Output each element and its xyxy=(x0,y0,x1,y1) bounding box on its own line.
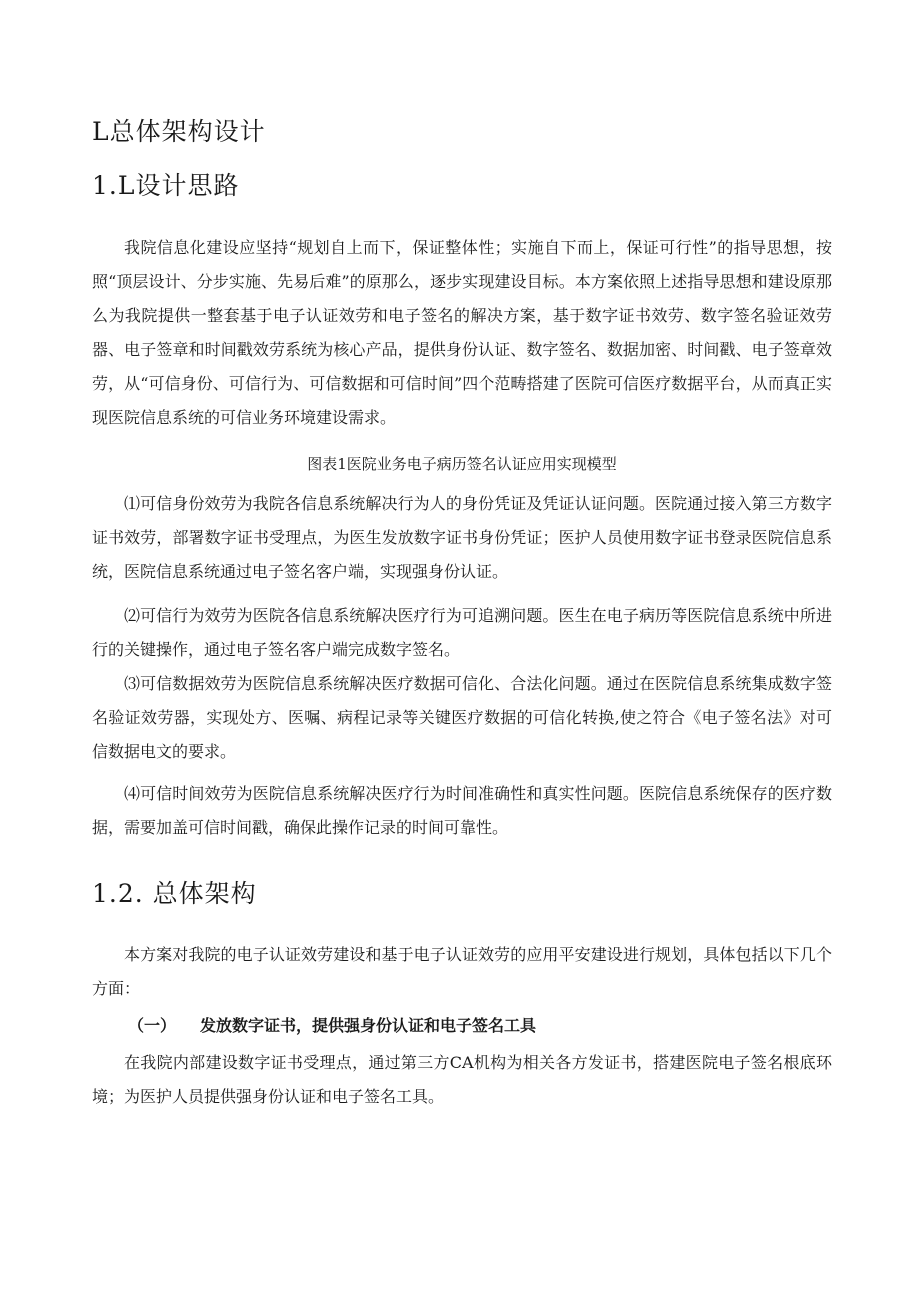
list-item-trusted-data: ⑶可信数据效劳为医院信息系统解决医疗数据可信化、合法化问题。通过在医院信息系统集成数字签名验证效劳器，实现处方、医嘱、病程记录等关键医疗数据的可信化转换,使之符合《电子签名法》对可信数据电文的要求。 xyxy=(92,674,832,761)
list-item-trusted-behavior: ⑵可信行为效劳为医院各信息系统解决医疗行为可追溯问题。医生在电子病历等医院信息系统中所进行的关键操作，通过电子签名客户端完成数字签名。 xyxy=(92,606,832,659)
subsection-body-paragraph: 在我院内部建设数字证书受理点，通过第三方CA机构为相关各方发证书，搭建医院电子签名根底环境；为医护人员提供强身份认证和电子签名工具。 xyxy=(92,1053,832,1106)
subsection-heading xyxy=(128,1011,536,1041)
list-item-trusted-identity: ⑴可信身份效劳为我院各信息系统解决行为人的身份凭证及凭证认证问题。医院通过接入第三方数字证书效劳，部署数字证书受理点，为医生发放数字证书身份凭证；医护人员使用数字证书登录医院信息系统，医院信息系统通过电子签名客户端，实现强身份认证。 xyxy=(92,494,832,581)
subsection-title: 发放数字证书，提供强身份认证和电子签名工具 xyxy=(200,1016,537,1035)
intro-paragraph: 我院信息化建设应坚持“规划自上而下，保证整体性；实施自下而上，保证可行性”的指导思想，按照“顶层设计、分步实施、先易后难”的原那么，逐步实现建设目标。本方案依照上述指导思想和建设原那么为我院提供一整套基于电子认证效劳和电子签名的解决方案，基于数字证书效劳、数字签名验证效劳器、电子签章和时间戳效劳系统为核心产品，提供身份认证、数字签名、数据加密、时间戳、电子签章效劳，从“可信身份、可信行为、可信数据和可信时间”四个范畴搭建了医院可信医疗数据平台，从而真正实现医院信息系统的可信业务环境建设需求。 xyxy=(92,238,832,427)
architecture-intro-paragraph: 本方案对我院的电子认证效劳建设和基于电子认证效劳的应用平安建设进行规划，具体包括以下几个方面： xyxy=(92,945,832,998)
chapter-heading: L总体架构设计 xyxy=(92,117,266,146)
section-heading-architecture: 1.2. 总体架构 xyxy=(92,879,257,908)
figure-caption: 图表1医院业务电子病历签名认证应用实现模型 xyxy=(307,455,617,473)
section-heading-design-idea: 1.L设计思路 xyxy=(92,171,240,200)
list-item-trusted-time: ⑷可信时间效劳为医院信息系统解决医疗行为时间准确性和真实性问题。医院信息系统保存的医疗数据，需要加盖可信时间戳，确保此操作记录的时间可靠性。 xyxy=(92,784,832,837)
subsection-number: （一） xyxy=(128,1016,177,1035)
